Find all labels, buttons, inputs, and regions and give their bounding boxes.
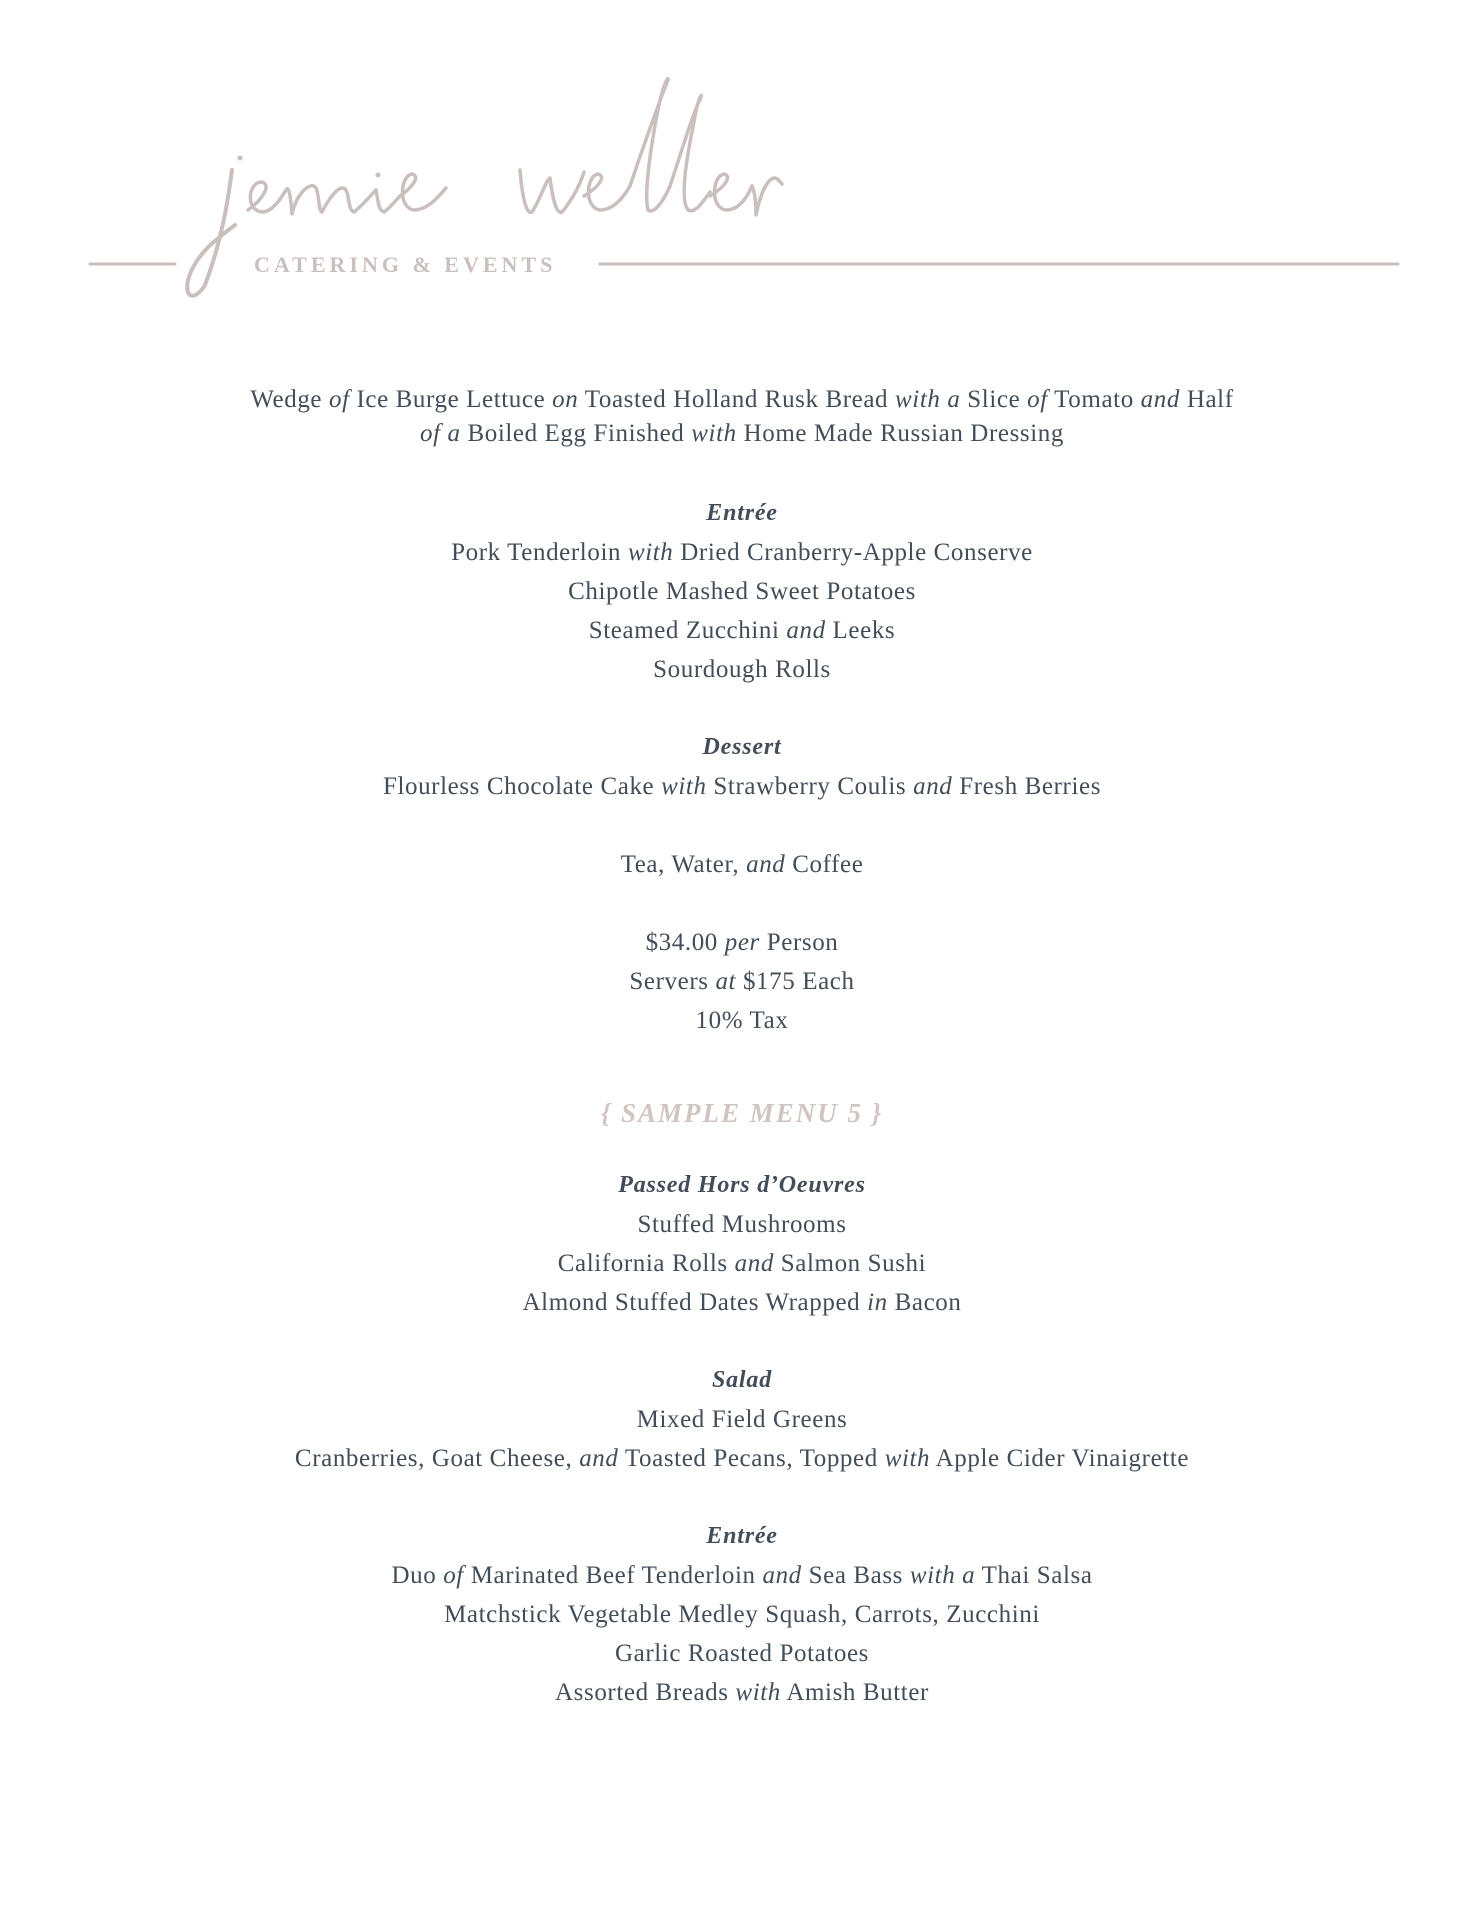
beverages: Tea, Water, and Coffee [620,851,864,878]
dessert-heading: Dessert [702,734,782,760]
sample-menu-title: { SAMPLE MENU 5 } [600,1098,884,1128]
menu-item: California Rolls and Salmon Sushi [557,1250,927,1277]
entree-heading: Entrée [706,1523,778,1549]
salad-heading: Salad [711,1367,772,1393]
intro-line-1: Wedge of Ice Burge Lettuce on Toasted Holland Rusk Bread with a Slice of Tomato and Half [250,386,1234,413]
tagline: CATERING & EVENTS [254,252,557,277]
menu-item: Garlic Roasted Potatoes [614,1640,870,1667]
menu-item: Mixed Field Greens [636,1406,848,1433]
menu-item: Almond Stuffed Dates Wrapped in Bacon [522,1289,962,1316]
servers-price: Servers at $175 Each [629,968,855,995]
menu-item: Matchstick Vegetable Medley Squash, Carrots, Zucchini [444,1601,1040,1628]
header [0,0,1484,320]
menu-item: Assorted Breads with Amish Butter [555,1679,929,1706]
tax: 10% Tax [695,1007,789,1034]
menu-item: Cranberries, Goat Cheese, and Toasted Pecans, Topped with Apple Cider Vinaigrette [294,1445,1190,1472]
menu-item: Sourdough Rolls [653,656,831,683]
menu-item: Pork Tenderloin with Dried Cranberry-Apple Conserve [451,539,1033,566]
jennie-weller-logo [0,0,1484,320]
menu-item: Chipotle Mashed Sweet Potatoes [568,578,916,605]
menu-item: Flourless Chocolate Cake with Strawberry Coulis and Fresh Berries [382,773,1102,800]
menu-item: Duo of Marinated Beef Tenderloin and Sea Bass with a Thai Salsa [391,1562,1093,1589]
menu-content [0,383,1484,1712]
price-per-person: $34.00 per Person [645,929,839,956]
menu-item: Steamed Zucchini and Leeks [588,617,896,644]
entree-heading: Entrée [706,500,778,526]
passed-hors-doeuvres-heading: Passed Hors d’Oeuvres [618,1172,866,1198]
menu-item: Stuffed Mushrooms [637,1211,847,1238]
intro-line-2: of a Boiled Egg Finished with Home Made Russian Dressing [419,420,1064,447]
